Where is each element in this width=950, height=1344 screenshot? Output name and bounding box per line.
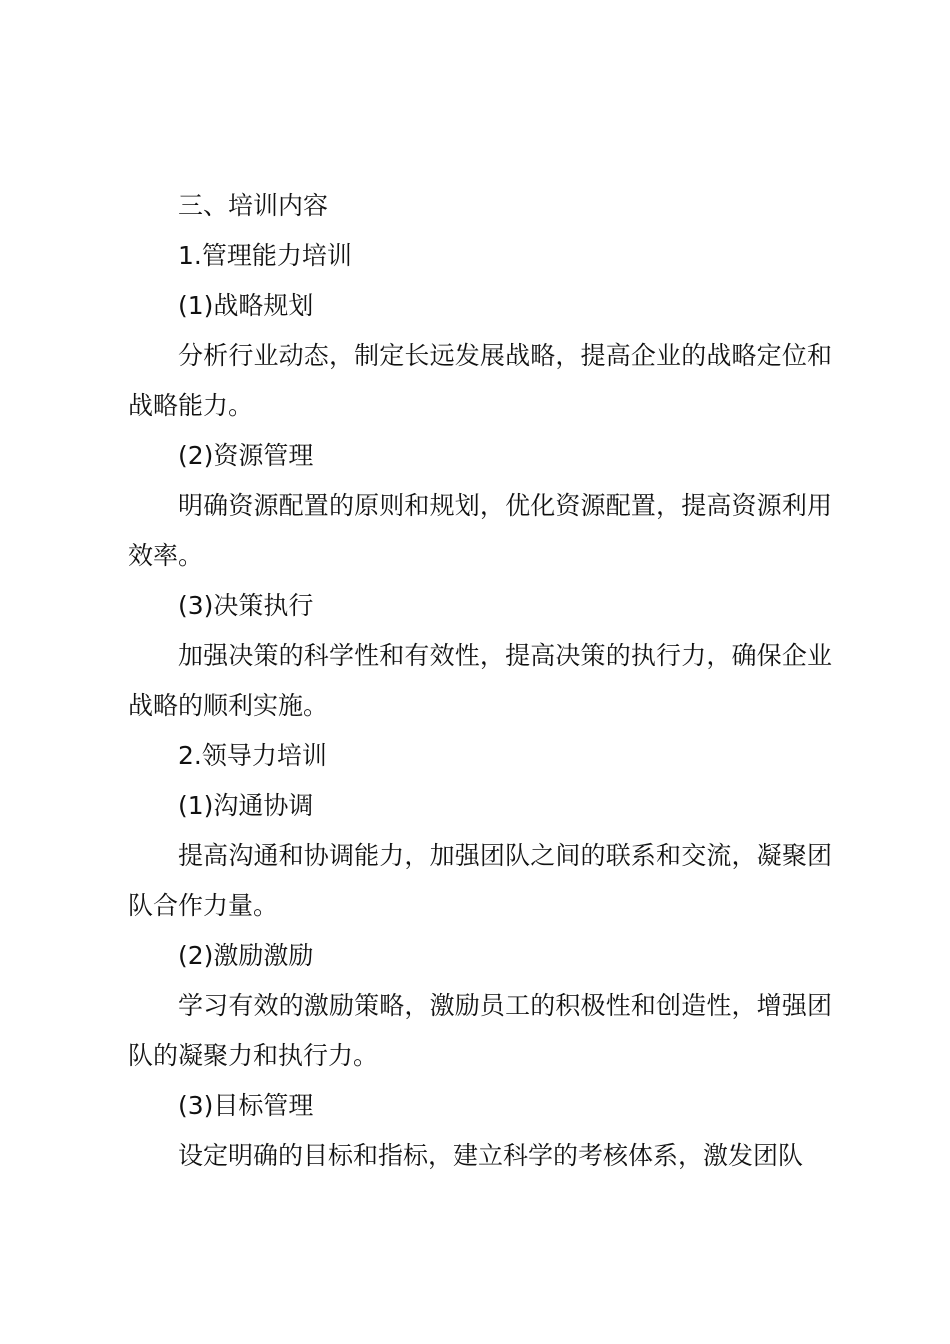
part-heading-leadership: 2.领导力培训: [178, 741, 327, 770]
item-text-motivation: 学习有效的激励策略，激励员工的积极性和创造性，增强团队的凝聚力和执行力。: [128, 991, 832, 1070]
item-text-strategy: 分析行业动态，制定长远发展战略，提高企业的战略定位和战略能力。: [128, 341, 832, 420]
item-text-resources: 明确资源配置的原则和规划，优化资源配置，提高资源利用效率。: [128, 491, 832, 570]
item-title-motivation: (2)激励激励: [178, 941, 314, 970]
item-title-goals: (3)目标管理: [178, 1091, 314, 1120]
section-heading: 三、培训内容: [178, 191, 329, 220]
item-text-communication: 提高沟通和协调能力，加强团队之间的联系和交流，凝聚团队合作力量。: [128, 841, 832, 920]
part-heading-management: 1.管理能力培训: [178, 241, 352, 270]
item-title-strategy: (1)战略规划: [178, 291, 314, 320]
item-title-resources: (2)资源管理: [178, 441, 314, 470]
item-text-goals: 设定明确的目标和指标，建立科学的考核体系，激发团队: [178, 1141, 804, 1170]
item-title-communication: (1)沟通协调: [178, 791, 314, 820]
item-title-decision: (3)决策执行: [178, 591, 314, 620]
item-text-decision: 加强决策的科学性和有效性，提高决策的执行力，确保企业战略的顺利实施。: [128, 641, 832, 720]
document-body: [128, 181, 832, 1181]
